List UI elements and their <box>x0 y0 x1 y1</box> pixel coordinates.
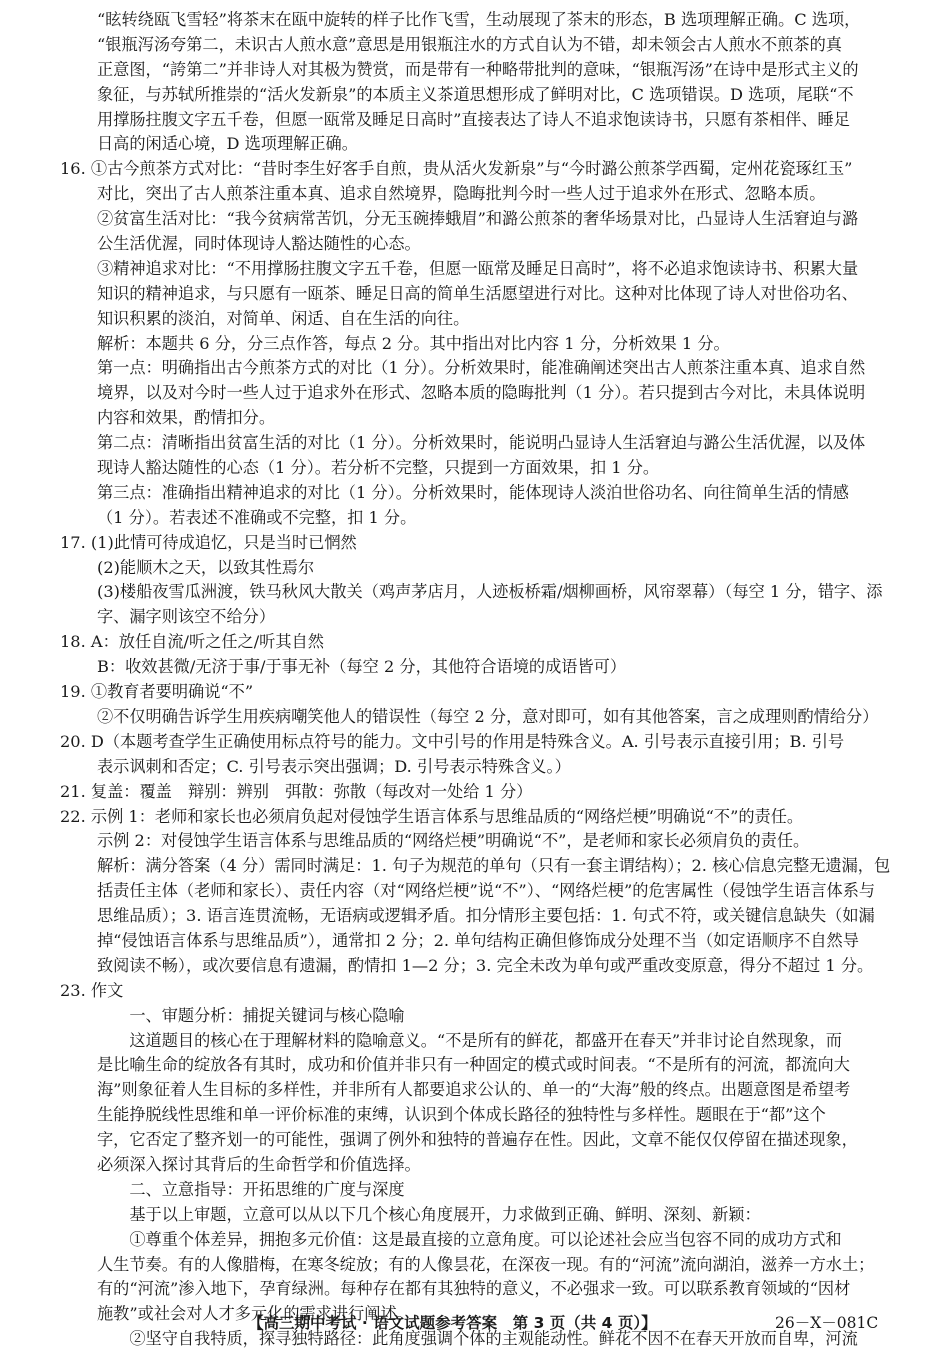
text-line: 23. 作文 <box>60 980 124 1000</box>
text-line: “眩转绕瓯飞雪轻”将茶末在瓯中旋转的样子比作飞雪，生动展现了茶末的形态，B 选项理解正确。C 选项， <box>97 10 861 29</box>
text-line: 21. 复盖：覆盖 辩别：辨别 弭散：弥散（每改对一处给 1 分） <box>60 781 533 801</box>
text-line: ②坚守自我特质，探寻独特路径：此角度强调个体的主观能动性。鲜花不因不在春天开放而自卑，河流 <box>97 1329 858 1349</box>
text-line: 示例 2：对侵蚀学生语言体系与思维品质的“网络烂梗”明确说“不”，是老师和家长必须肩负的责任。 <box>97 831 810 851</box>
text-line: 掉“侵蚀语言体系与思维品质”），通常扣 2 分；2. 单句结构正确但修饰成分处理不当（如定语顺序不自然导 <box>97 930 859 950</box>
text-line: 用撑肠拄腹文字五千卷，但愿一瓯常及睡足日高时”直接表达了诗人不追求饱读诗书，只愿有茶相伴、睡足 <box>97 109 850 129</box>
text-line: ①尊重个体差异，拥抱多元价值：这是最直接的立意角度。可以论述社会应当包容不同的成功方式和 <box>97 1229 842 1249</box>
text-line: 第二点：清晰指出贫富生活的对比（1 分）。分析效果时，能说明凸显诗人生活窘迫与潞公生活优渥，以及体 <box>97 433 866 453</box>
text-line: 对比，突出了古人煎茶注重本真、追求自然境界，隐晦批判今时一些人过于追求外在形式、忽略本质。 <box>97 184 826 204</box>
text-line: 解析：满分答案（4 分）需同时满足：1. 句子为规范的单句（只有一套主谓结构）；2. 核心信息完整无遗漏，包 <box>97 856 891 876</box>
footer-code: 26－X－081C <box>775 1314 879 1332</box>
text-line: 括责任主体（老师和家长）、责任内容（对“网络烂梗”说“不”）、“网络烂梗”的危害属性（侵蚀学生语言体系与 <box>97 881 876 901</box>
text-line: 知识积累的淡泊，对简单、闲适、自在生活的向往。 <box>97 308 470 328</box>
text-line: 22. 示例 1：老师和家长也必须肩负起对侵蚀学生语言体系与思维品质的“网络烂梗”明确说“不”的责任。 <box>60 806 804 826</box>
text-line: 是比喻生命的绽放各有其时，成功和价值并非只有一种固定的模式或时间表。“不是所有的河流，都流向大 <box>97 1055 850 1075</box>
text-line: 17. (1)此情可待成追忆，只是当时已惘然 <box>60 532 357 552</box>
text-line: 必须深入探讨其背后的生命哲学和价值选择。 <box>97 1154 421 1174</box>
text-line: 18. A：放任自流/听之任之/听其自然 <box>60 632 324 652</box>
page-footer <box>0 1311 950 1335</box>
text-line: 施教”或社会对人才多元化的需求进行阐述。 <box>97 1304 413 1324</box>
text-line: (3)楼船夜雪瓜洲渡，铁马秋风大散关（鸡声茅店月，人迹板桥霜/烟柳画桥，风帘翠幕）（每空 1 分，错字、添 <box>97 582 883 602</box>
text-line: 境界，以及对今时一些人过于追求外在形式、忽略本质的隐晦批判（1 分）。若只提到古今对比，未具体说明 <box>97 383 866 403</box>
text-line: 第一点：明确指出古今煎茶方式的对比（1 分）。分析效果时，能准确阐述突出古人煎茶注重本真、追求自然 <box>97 358 866 378</box>
text-line: 字，它否定了整齐划一的可能性，强调了例外和独特的普遍存在性。因此，文章不能仅仅停留在描述现象， <box>97 1130 858 1150</box>
text-line: 公生活优渥，同时体现诗人豁达随性的心态。 <box>97 234 421 254</box>
text-line: 知识的精神追求，与只愿有一瓯茶、睡足日高的简单生活愿望进行对比。这种对比体现了诗人对世俗功名、 <box>97 283 858 303</box>
answer-page-body <box>60 8 915 1352</box>
text-line: B：收效甚微/无济于事/于事无补（每空 2 分，其他符合语境的成语皆可） <box>97 657 627 677</box>
text-line: 致阅读不畅），或次要信息有遗漏，酌情扣 1—2 分；3. 完全未改为单句或严重改变原意，得分不超过 1 分。 <box>97 955 874 975</box>
text-line: 人生节奏。有的人像腊梅，在寒冬绽放；有的人像昙花，在深夜一现。有的“河流”流向湖泊，滋养一方水土； <box>97 1254 875 1274</box>
text-line: 思维品质）；3. 语言连贯流畅，无语病或逻辑矛盾。扣分情形主要包括：1. 句式不符，或关键信息缺失（如漏 <box>97 906 875 926</box>
text-line: 内容和效果，酌情扣分。 <box>97 408 276 428</box>
text-line: 基于以上审题，立意可以从以下几个核心角度展开，力求做到正确、鲜明、深刻、新颖： <box>97 1204 761 1224</box>
text-line: “银瓶泻汤夸第二，未识古人煎水意”意思是用银瓶注水的方式自认为不错，却未领会古人煎水不煎茶的真 <box>97 34 842 54</box>
text-line: 字、漏字则该空不给分） <box>97 607 276 627</box>
text-line: 第三点：准确指出精神追求的对比（1 分）。分析效果时，能体现诗人淡泊世俗功名、向往简单生活的情感 <box>97 482 849 502</box>
text-line: 生能挣脱线性思维和单一评价标准的束缚，认识到个体成长路径的独特性与多样性。题眼在于“都”这个 <box>97 1105 826 1125</box>
text-line: ②不仅明确告诉学生用疾病嘲笑他人的错误性（每空 2 分，意对即可，如有其他答案，言之成理则酌情给分） <box>97 706 879 726</box>
text-line: 有的“河流”渗入地下，孕育绿洲。每种存在都有其独特的意义，不必强求一致。可以联系教育领域的“因材 <box>97 1279 851 1299</box>
text-line: ②贫富生活对比：“我今贫病常苦饥，分无玉碗捧蛾眉”和潞公煎茶的奢华场景对比，凸显诗人生活窘迫与潞 <box>97 209 859 229</box>
text-line: 正意图，“誇第二”并非诗人对其极为赞赏，而是带有一种略带批判的意味，“银瓶泻汤”在诗中是形式主义的 <box>97 59 859 79</box>
text-line: 16. ①古今煎茶方式对比：“昔时李生好客手自煎，贵从活火发新泉”与“今时潞公煎茶学西蜀，定州花瓷琢红玉” <box>60 159 853 179</box>
text-line: (2)能顺木之天，以致其性焉尔 <box>97 557 315 577</box>
text-line: 日高的闲适心境，D 选项理解正确。 <box>97 134 358 154</box>
footer-title: 【高三期中考试 · 语文试题参考答案 第 3 页（共 4 页）】 <box>248 1314 657 1332</box>
text-line: ③精神追求对比：“不用撑肠拄腹文字五千卷，但愿一瓯常及睡足日高时”，将不必追求饱读诗书、积累大量 <box>97 258 859 278</box>
text-line: 二、立意指导：开拓思维的广度与深度 <box>97 1179 405 1199</box>
text-line: 20. D（本题考查学生正确使用标点符号的能力。文中引号的作用是特殊含义。A. 引号表示直接引用；B. 引号 <box>60 731 845 751</box>
text-line: 现诗人豁达随性的心态（1 分）。若分析不完整，只提到一方面效果，扣 1 分。 <box>97 458 660 478</box>
text-line: 表示讽刺和否定；C. 引号表示突出强调；D. 引号表示特殊含义。） <box>97 756 571 776</box>
text-line: 19. ①教育者要明确说“不” <box>60 682 254 702</box>
text-line: 一、审题分析：捕捉关键词与核心隐喻 <box>97 1005 405 1025</box>
text-line: 象征，与苏轼所推崇的“活火发新泉”的本质主义茶道思想形成了鲜明对比，C 选项错误。D 选项，尾联“不 <box>97 84 854 104</box>
text-line: （1 分）。若表述不准确或不完整，扣 1 分。 <box>97 507 417 527</box>
text-line: 这道题目的核心在于理解材料的隐喻意义。“不是所有的鲜花，都盛开在春天”并非讨论自然现象，而 <box>97 1030 842 1050</box>
text-line: 海”则象征着人生目标的多样性，并非所有人都要追求公认的、单一的“大海”般的终点。出题意图是希望考 <box>97 1080 851 1100</box>
text-line: 解析：本题共 6 分，分三点作答，每点 2 分。其中指出对比内容 1 分，分析效果 1 分。 <box>97 333 730 353</box>
